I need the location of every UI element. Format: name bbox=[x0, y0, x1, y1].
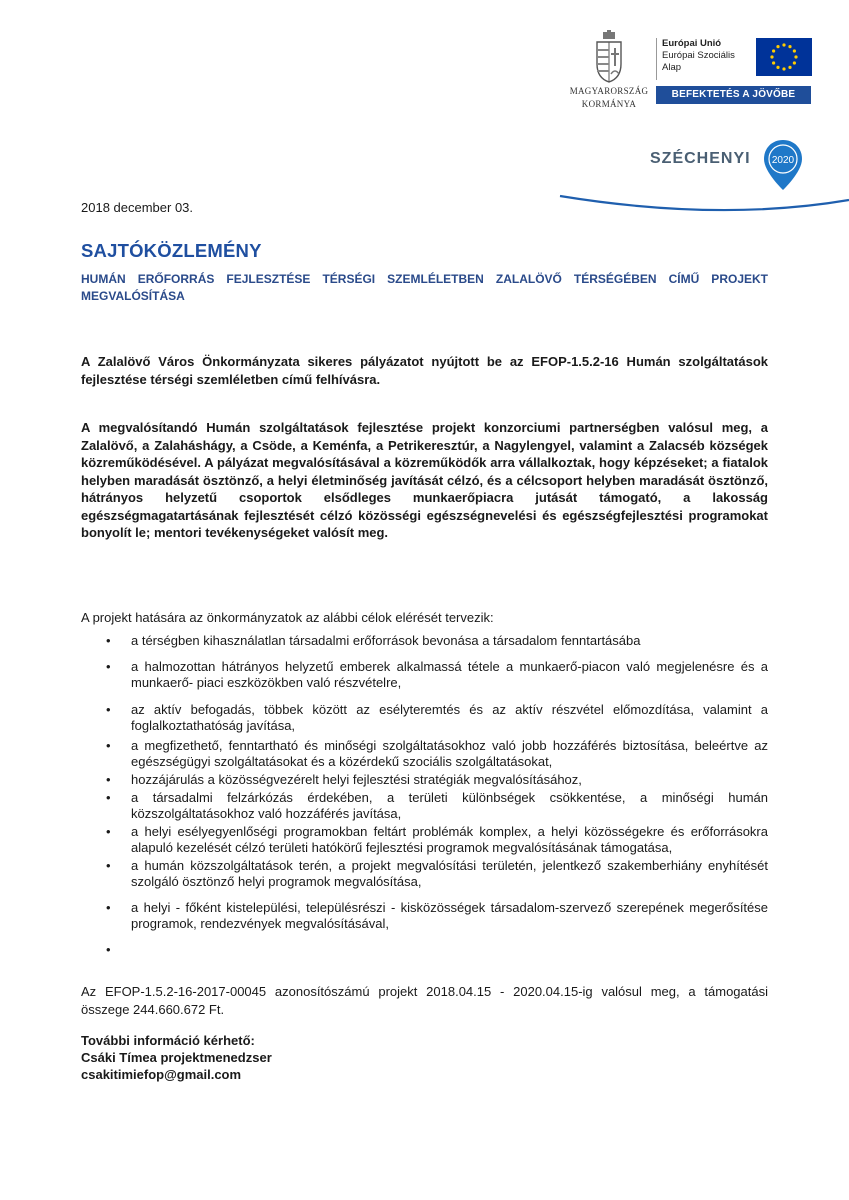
eu-star-icon bbox=[794, 55, 797, 58]
list-item: • a térségben kihasználatlan társadalmi erőforrások bevonása a társadalom fenntartásába bbox=[81, 633, 768, 649]
szechenyi-year: 2020 bbox=[771, 155, 795, 166]
press-release-date: 2018 december 03. bbox=[81, 200, 194, 215]
contact-block bbox=[81, 1032, 272, 1083]
eu-star-icon bbox=[782, 43, 785, 46]
eu-star-icon bbox=[776, 45, 779, 48]
contact-heading: További információ kérhető: bbox=[81, 1033, 255, 1048]
hungarian-coat-of-arms-icon bbox=[592, 30, 626, 84]
list-item: • a társadalmi felzárkózás érdekében, a területi különbségek csökkentése, a minőségi humán közszolgáltatásokhoz való hozzáférés javítása, bbox=[81, 790, 768, 822]
eu-line1: Európai Unió bbox=[662, 38, 722, 49]
contact-name: Csáki Tímea projektmenedzser bbox=[81, 1050, 272, 1065]
eu-star-icon bbox=[793, 49, 796, 52]
eu-line2: Európai Szociális bbox=[662, 50, 735, 61]
list-item: • az aktív befogadás, többek között az esélyteremtés és az aktív részvétel előmozdítása, valamint a foglalkoztathatóság javítása, bbox=[81, 702, 768, 734]
eu-flag-icon bbox=[756, 38, 812, 76]
eu-star-icon bbox=[793, 61, 796, 64]
page-subtitle: HUMÁN ERŐFORRÁS FEJLESZTÉSE TÉRSÉGI SZEMLÉLETBEN ZALALÖVŐ TÉRSÉGÉBEN CÍMŰ PROJEKT MEGVALÓSÍTÁSA bbox=[81, 272, 768, 303]
intro-paragraph: A Zalalövő Város Önkormányzata sikeres pályázatot nyújtott be az EFOP-1.5.2-16 Humán szolgáltatások fejlesztése térségi szemléletben című felhívásra. bbox=[81, 354, 768, 387]
eu-star-icon bbox=[788, 66, 791, 69]
list-item: • a halmozottan hátrányos helyzetű emberek alkalmassá tétele a munkaerő-piacon való megjelenésre és a munkaerő- piaci eszközökben való részvételre, bbox=[81, 659, 768, 691]
government-name-line1: MAGYARORSZÁG bbox=[569, 86, 649, 96]
eu-line3: Alap bbox=[662, 62, 682, 73]
goals-intro: A projekt hatására az önkormányzatok az alábbi célok elérését tervezik: bbox=[81, 610, 494, 625]
government-logo bbox=[568, 30, 650, 110]
map-pin-icon bbox=[762, 138, 804, 192]
list-item: • a helyi - főként kistelepülési, településrészi - kisközösségek társadalom-szervező szerepének megerősítése programok, rendezvények megvalósításával, bbox=[81, 900, 768, 932]
list-item: • hozzájárulás a közösségvezérelt helyi fejlesztési stratégiák megvalósításához, bbox=[81, 772, 768, 788]
eu-star-icon bbox=[776, 66, 779, 69]
eu-star-icon bbox=[772, 61, 775, 64]
government-name-line2: KORMÁNYA bbox=[581, 99, 637, 109]
contact-email[interactable]: csakitimiefop@gmail.com bbox=[81, 1067, 242, 1082]
list-item bbox=[81, 942, 768, 958]
list-item: • a helyi esélyegyenlőségi programokban feltárt problémák komplex, a helyi közösségekre és erőforrásokra alapuló kezelését célzó területi hatókörű fejlesztési programok megvalósításának támogatása, bbox=[81, 824, 768, 856]
eu-text bbox=[656, 38, 754, 80]
project-paragraph: Az EFOP-1.5.2-16-2017-00045 azonosítószámú projekt 2018.04.15 - 2020.04.15-ig valósul meg, a támogatási összege 244.660.672 Ft. bbox=[81, 984, 768, 1017]
szechenyi-text: SZÉCHENYI bbox=[650, 150, 751, 167]
goals-list bbox=[81, 633, 768, 958]
page-title: SAJTÓKÖZLEMÉNY bbox=[81, 240, 262, 261]
main-paragraph: A megvalósítandó Humán szolgáltatások fejlesztése projekt konzorciumi partnerségben valósul meg, a Zalalövő, a Zalaháshágy, a Csöde, a Keménfa, a Petrikeresztúr, a Nagylengyel, valamint a Zalacséb községek közreműködésével. A pályázat megvalósításával a közreműködők arra vállalkoztak, hogy képzéseket; a fiatalok helyben maradását ösztönző, a helyi életminőség javítását célzó, és a célcsoport helyben maradását ösztönző, hátrányos helyzetű csoportok elsődleges munkaerőpiacra jutását támogató, a lakosság egészségmagatartásának fejlesztését célzó közösségi egészségnevelési és egészségfejlesztési programokat bonyolít le; mentori tevékenységeket valósít meg. bbox=[81, 420, 768, 540]
eu-star-icon bbox=[782, 67, 785, 70]
eu-star-icon bbox=[772, 49, 775, 52]
eu-star-icon bbox=[788, 45, 791, 48]
list-item: • a megfizethető, fenntartható és minőségi szolgáltatásokhoz való jobb hozzáférés biztosítása, beleértve az egészségügyi szolgáltatásokat és a közérdekű szociális szolgáltatásokat, bbox=[81, 738, 768, 770]
list-item: • a humán közszolgáltatások terén, a projekt megvalósítási területén, jelentkező szakemberhiány enyhítését szolgáló ösztönző helyi programok megvalósítása, bbox=[81, 858, 768, 890]
eu-star-icon bbox=[770, 55, 773, 58]
eu-banner: BEFEKTETÉS A JÖVŐBE bbox=[656, 86, 811, 104]
